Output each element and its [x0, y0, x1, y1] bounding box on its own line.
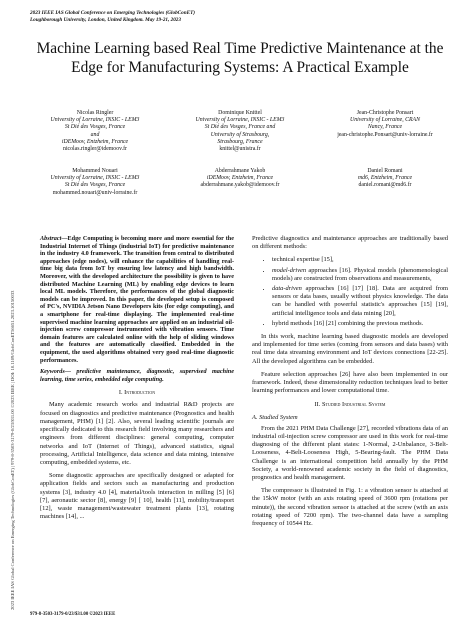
author-name: Nicolas Ringler [76, 110, 114, 116]
author-affiliation: University of Lorraine, CRAN [350, 117, 420, 124]
keywords-label: Keywords— [40, 368, 71, 376]
paragraph: The compressor is illustrated in Fig. 1: a vibration sensor is attached at the 15kW motor (with an axis rotating speed of 3600 rpm (rotations per minute)), the second vibration sensor is attached at the screw (with an axis rotating speed of 7200 rpm). The two-channel data have a sampling frequency of 10544 Hz. [252, 487, 448, 528]
abstract-text: —Edge Computing is becoming more and more essential for the Industrial Internet of Things (industrial IoT) for predictive maintenance in the industry 4.0 framework. The transition from central to distributed approaches (edge nodes), will enhance the capabilities of handling real-time big data from IoT by ensuring low latency and high bandwidth. Moreover, with the developed architecture the possibility is given to have distributed Machine Learning (ML) by enabling edge devices to learn local ML models. Therefore, the performances of the global diagnostic models can be improved. In this paper, the developed setup is composed of PC's, NVIDIA Jetson Nano Developers kits (for edge computing), and a smartphone for real-time displaying. The implemented real-time supervised machine learning approaches are applied on an industrial oil-injection screw compressor instrumented with vibration sensors. Time domain features are calculated online with the help of sliding windows and the features are automatically classified. Embedded in the equipment, the used algorithms obtained very good real-time diagnostic performances. [40, 235, 234, 364]
author-name: Jean-Christophe Ponsart [356, 110, 414, 116]
section-heading-studied-system: II. Studied Industrial System [314, 401, 386, 409]
list-item: • model-driven approaches [16]. Physical models (phenomenological models) are constructed from observations and measurements, [272, 267, 448, 283]
author-2 [165, 110, 315, 153]
abstract-label: Abstract [40, 235, 62, 242]
paragraph: Predictive diagnostics and maintenance approaches are traditionally based on different methods: [252, 235, 448, 251]
paragraph: Feature selection approaches [26] have also been implemented in our framework. Indeed, these dimensionality reduction techniques lead to better learning performances and lower computational time. [252, 370, 448, 395]
methods-list [252, 256, 448, 328]
copyright-footer: 979-8-3503-3179-0/23/$31.00 ©2023 IEEE [30, 612, 116, 617]
author-name: Dominique Knittel [218, 110, 262, 116]
paragraph: From the 2021 PHM Data Challenge [27], recorded vibrations data of an industrial oil-injection screw compressor are used in this work for real-time diagnosing of the different plant states: 1-Normal, 2-Unbalance, 3-Belt-Looseness, 4-Belt-Looseness High, 5-Bearing-fault. The PHM Data Challenge is an international competition held annually by the PHM Society, a world-renowned academic society in the field of diagnostics, prognostics and health management. [252, 424, 448, 482]
author-affiliation: University of Lorraine, INSIC - LEM3 [50, 175, 140, 182]
author-5 [165, 168, 315, 190]
section-heading-introduction: I. Introduction [118, 389, 156, 397]
left-column [40, 235, 234, 526]
paragraph: Many academic research works and industrial R&D projects are focused on diagnostics and predictive maintenance (Prognostics and health management, PHM) [1] [2]. Also, several leading scientific journals are specifically dedicated to this research field involving many researchers and engineers from different disciplines: general computing, computer networks and IoT (Internet of Things), advanced statistics, signal processing, Artificial Intelligence, data science and data mining, intensive computing, embedded systems, etc. [40, 401, 234, 466]
paragraph: In this work, machine learning based diagnostic models are developed and implemented for time series (coming from sensors and data bases) with real time data streaming environment and IoT devices connections [22-25]. All the developed algorithms can be embedded. [252, 333, 448, 365]
side-margin-text [3, 120, 15, 620]
author-affiliation: University of Lorraine, INSIC - LEM3 [50, 117, 140, 124]
paper-title: Machine Learning based Real Time Predictive Maintenance at the Edge for Manufacturing Systems: A Practical Example [36, 40, 444, 76]
author-email: jean-christophe.Ponsart@univ-lorraine.fr [337, 131, 433, 138]
author-affiliation: St Dié des Vosges, France and [204, 124, 276, 131]
conference-header [30, 10, 450, 23]
author-email: nicolas.ringler@idemoov.fr [63, 146, 127, 153]
list-item: • hybrid methods [16] [21] combining the previous methods. [272, 320, 448, 328]
author-affiliation: iDEMoov, Entzheim, France [206, 175, 274, 182]
author-affiliation: Nancy, France [367, 124, 403, 131]
author-affiliation: iDEMoov, Entzheim, France [61, 138, 129, 145]
conference-location: Loughborough University, London, United Kingdom. May 19-21, 2023 [30, 16, 181, 23]
list-item: • data-driven approaches [16] [17] [18]. Data are acquired from sensors or data bases, usually without physics knowledge. The data can be handled with powerful statistic's approaches [15] [19], artificial intelligence tools and data mining [20], [272, 285, 448, 318]
author-email: abderrahmane.yakob@idemoov.fr [200, 182, 280, 189]
author-email: daniel.romani@md6.fr [358, 182, 412, 189]
author-6 [310, 168, 460, 190]
author-affiliation: md6, Entzheim, France [357, 175, 413, 182]
author-affiliation: St Dié des Vosges, France [64, 124, 126, 131]
abstract [40, 235, 234, 364]
author-affiliation: University of Strasbourg, [210, 131, 270, 138]
author-affiliation: University of Lorraine, INSIC - LEM3 [195, 117, 285, 124]
author-affiliation: and [90, 131, 100, 138]
author-email: mohammed.nouari@univ-lorraine.fr [52, 189, 138, 196]
author-name: Daniel Romani [367, 168, 403, 174]
list-item: • technical expertise [15], [272, 256, 448, 264]
author-4 [20, 168, 170, 197]
paragraph: Some diagnostic approaches are specifically designed or adapted for application fields and sectors such as manufacturing and production systems [3], industry 4.0 [4], material/tools interaction in milling [5] [6] [7], aeronautic sector [8], energy [9] [ 10], health [11], mobility/transport [12], waste management/wastewater treatment plants [13], rotating machines [14], ... [40, 472, 234, 521]
right-column [252, 235, 448, 533]
author-affiliation: St Dié des Vosges, France [64, 182, 126, 189]
conference-name: 2023 IEEE IAS Global Conference on Emerging Technologies (GlobConET) [30, 10, 195, 16]
doi-line: 2023 IEEE IAS Global Conference on Emerging Technologies (GlobConET) | 979-8-3503-3179-0/23/$31.00 ©2023 IEEE | DOI: 10.1109/GlobConET56651.2023.10150033 [10, 290, 15, 610]
author-3 [310, 110, 460, 139]
subsection-heading: A. Studied System [252, 413, 298, 421]
author-name: Abderrahmane Yakob [214, 168, 266, 174]
keywords-text: predictive maintenance, diagnostic, supervised machine learning, time series, embedded edge computing. [40, 368, 234, 383]
author-name: Mohammed Nouari [72, 168, 118, 174]
author-1 [20, 110, 170, 153]
keywords [40, 368, 234, 383]
author-email: knittel@unistra.fr [219, 146, 261, 153]
author-affiliation: Strasbourg, France [217, 138, 263, 145]
